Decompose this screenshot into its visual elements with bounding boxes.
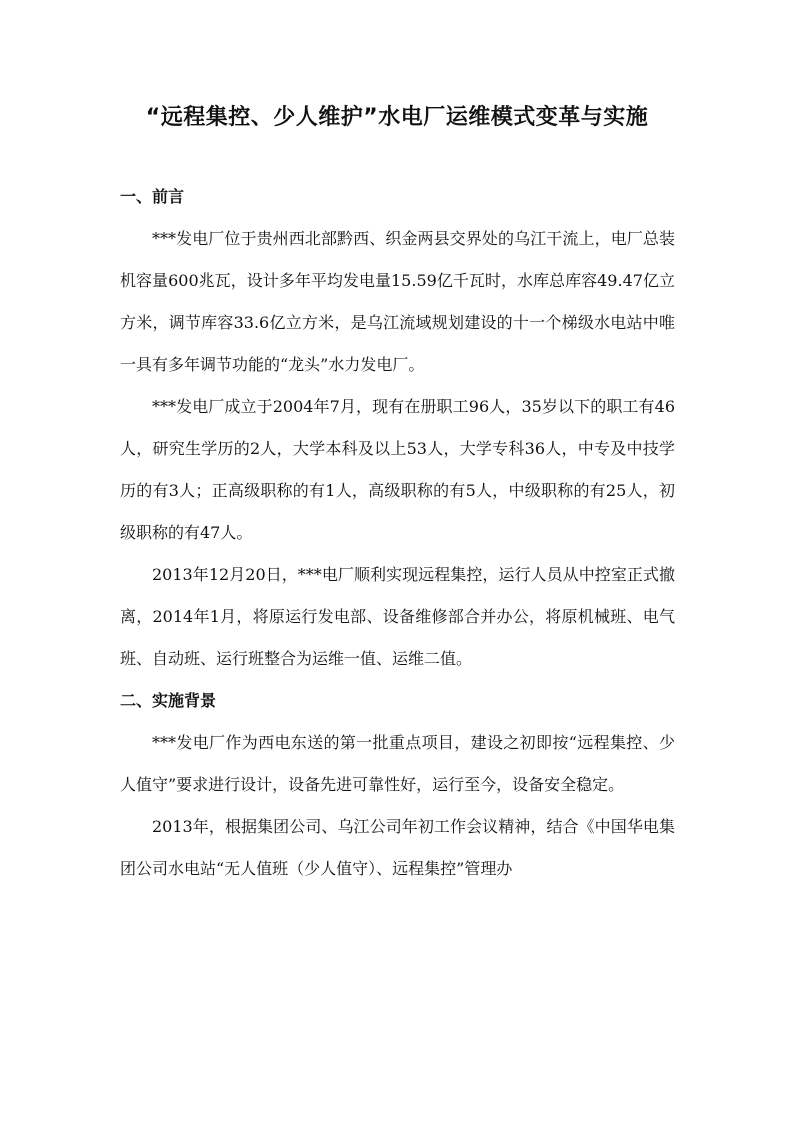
paragraph: 2013年，根据集团公司、乌江公司年初工作会议精神，结合《中国华电集团公司水电站“无人值班（少人值守）、远程集控”管理办 [120,817,675,878]
document-body [120,176,675,890]
paragraph: 2013年12月20日，***电厂顺利实现远程集控，运行人员从中控室正式撤离，2014年1月，将原运行发电部、设备维修部合并办公，将原机械班、电气班、自动班、运行班整合为运维一值、运维二值。 [120,565,675,668]
document-title: “远程集控、少人维护”水电厂运维模式变革与实施 [145,105,649,130]
paragraph: ***发电厂位于贵州西北部黔西、织金两县交界处的乌江干流上，电厂总装机容量600兆瓦，设计多年平均发电量15.59亿千瓦时，水库总库容49.47亿立方米，调节库容33.6亿立方米，是乌江流域规划建设的十一个梯级水电站中唯一具有多年调节功能的“龙头”水力发电厂。 [120,229,675,374]
section-background [120,680,675,890]
paragraph: ***发电厂作为西电东送的第一批重点项目，建设之初即按“远程集控、少人值守”要求进行设计，设备先进可靠性好，运行至今，设备安全稳定。 [120,733,675,794]
paragraph: ***发电厂成立于2004年7月，现有在册职工96人，35岁以下的职工有46人，研究生学历的2人，大学本科及以上53人，大学专科36人，中专及中技学历的有3人；正高级职称的有1人，高级职称的有5人，中级职称的有25人，初级职称的有47人。 [120,397,675,542]
section-heading: 一、前言 [120,187,185,206]
section-heading: 二、实施背景 [120,691,217,710]
section-preface [120,176,675,680]
